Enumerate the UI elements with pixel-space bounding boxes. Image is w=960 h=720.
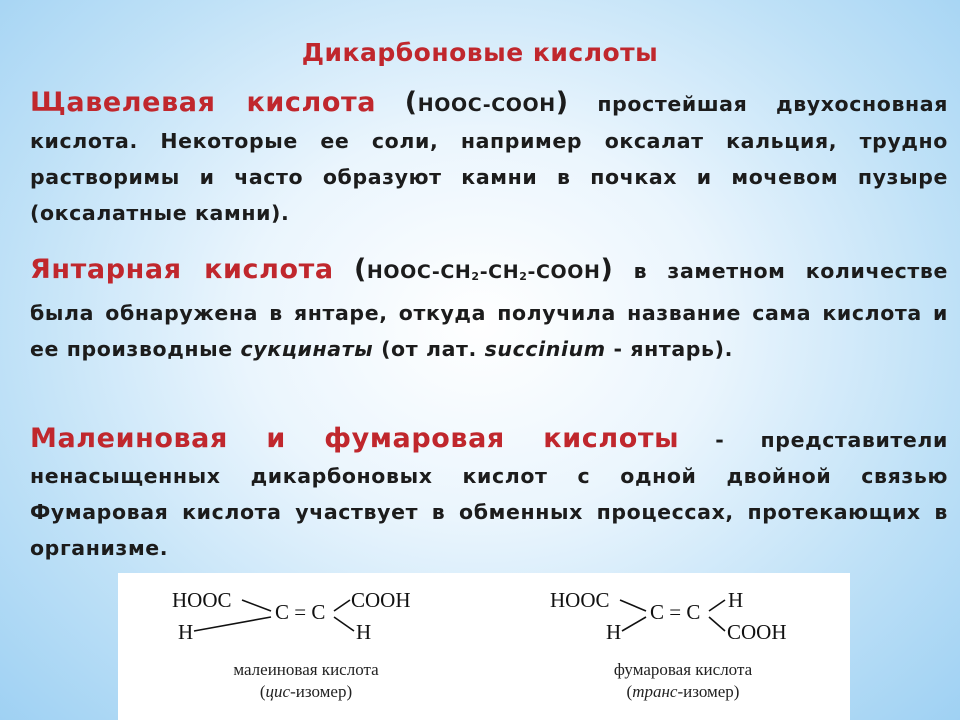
- oxalic-acid-name: Щавелевая кислота: [30, 87, 377, 118]
- maleic-cooh: COOH: [351, 588, 411, 612]
- maleic-caption: малеиновая кислота (цис-изомер): [196, 659, 416, 703]
- fumaric-h-top: H: [728, 588, 744, 612]
- fumaric-cooh: COOH: [727, 620, 787, 644]
- maleic-h-left: H: [178, 620, 194, 644]
- fumaric-h-left: H: [606, 620, 622, 644]
- maleic-hooc: HOOC: [172, 588, 232, 612]
- oxalic-acid-paragraph: Щавелевая кислота (HOOC-COOH) простейшая двухосновная кислота. Некоторые ее соли, например оксалат кальция, трудно растворимы и часто образуют камни в почках и мочевом пузыре (оксалатные камни).: [30, 87, 948, 225]
- fumaric-acid-structure: [550, 588, 787, 644]
- succinic-description: в заметном количестве была обнаружена в янтаре, откуда получила название сама кислота и ее производные: [30, 259, 948, 361]
- maleic-fumaric-name: Малеиновая и фумаровая кислоты: [30, 423, 680, 454]
- slide-title: Дикарбоновые кислоты: [301, 38, 659, 67]
- maleic-cc: C = C: [275, 600, 326, 624]
- latin-term: succinium: [484, 337, 606, 361]
- succinates-term: сукцинаты: [240, 337, 374, 361]
- fumaric-cc: C = C: [650, 600, 701, 624]
- succinic-formula: HOOC-$CH_2-CH_2$-COOH: [366, 261, 601, 283]
- fumaric-caption: фумаровая кислота (транс-изомер): [573, 659, 793, 703]
- oxalic-description: простейшая двухосновная кислота. Некоторые ее соли, например оксалат кальция, трудно растворимы и часто образуют камни в почках и мочевом пузыре (оксалатные камни).: [30, 92, 948, 225]
- maleic-acid-structure: [172, 588, 411, 644]
- succinic-acid-name: Янтарная кислота: [30, 254, 334, 285]
- succinic-acid-paragraph: Янтарная кислота $(HOOC-CH_2-CH_2-COOH)$ в заметном количестве была обнаружена в янтаре, откуда получила название сама кислота и ее производные сукцинаты (от лат. succinium - янтарь).: [30, 254, 948, 361]
- fumaric-hooc: HOOC: [550, 588, 610, 612]
- isomer-structures-figure: [118, 573, 850, 720]
- maleic-h-right: H: [356, 620, 372, 644]
- maleic-isomer-label: (цис-изомер): [259, 682, 353, 701]
- maleic-fumaric-paragraph: [30, 421, 948, 566]
- maleic-fumaric-description: - представители ненасыщенных дикарбоновых кислот с одной двойной связью Фумаровая кислота участвует в обменных процессах, протекающих в организме.: [30, 428, 948, 560]
- fumaric-isomer-label: (транс-изомер): [626, 682, 740, 701]
- oxalic-formula: HOOC-COOH: [417, 94, 556, 116]
